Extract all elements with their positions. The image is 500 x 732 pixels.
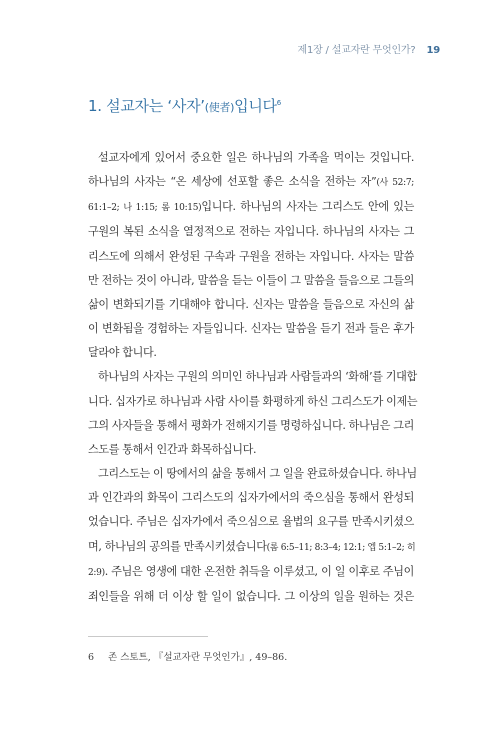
scripture-ref: (사 52:7; (376, 178, 414, 189)
text-line: 과 인간과의 화목이 그리스도의 십자가에서의 죽으심을 통해서 완성되 (88, 491, 414, 505)
text-line: 스도를 통해서 인간과 화목하십니다. (88, 442, 257, 456)
text-line: 그리스도는 이 땅에서의 삶을 통해서 그 일을 완료하셨습니다. 하나님 (98, 467, 417, 481)
text-line: 하나님의 사자는 “온 세상에 선포할 좋은 소식을 전하는 자”(사 52:7; (88, 175, 414, 189)
text-line: 죄인들을 위해 더 이상 할 일이 없습니다. 그 이상의 일을 원하는 것은 (88, 589, 414, 603)
running-header (298, 41, 441, 56)
scripture-ref: 2:9) (88, 567, 105, 578)
section-title-suffix: 입니다 (234, 97, 277, 115)
text-line: 었습니다. 주님은 십자가에서 죽으심으로 율법의 요구를 만족시키셨으 (88, 515, 414, 529)
footnote-text: 존 스토트, 『설교자란 무엇인가』, 49–86. (108, 652, 288, 663)
footnote-divider (88, 636, 208, 637)
paragraph-1 (88, 146, 414, 365)
text-line: 설교자에게 있어서 중요한 일은 하나님의 가족을 먹이는 것입니다. (98, 151, 414, 164)
section-title-prefix: 1. 설교자는 ‘사자’ (88, 97, 205, 115)
section-title-hanja: (使者) (204, 101, 235, 114)
scripture-ref: 61:1–2; 나 1:15; 롬 10:15) (88, 203, 202, 214)
text-line: 구원의 복된 소식을 열정적으로 전하는 자입니다. 하나님의 사자는 그 (88, 225, 414, 239)
chapter-title: 제1장 / 설교자란 무엇인가? (297, 45, 416, 56)
text-line: 61:1–2; 나 1:15; 롬 10:15)입니다. 하나님의 사자는 그리스도 안에 있는 (88, 200, 414, 214)
text-line: 달라야 합니다. (88, 346, 157, 360)
text-line: 이 변화됨을 경험하는 자들입니다. 신자는 말씀을 듣기 전과 들은 후가 (88, 322, 414, 336)
paragraph-2 (88, 365, 418, 462)
body-text (88, 146, 418, 609)
text-line: 하나님의 사자는 구원의 의미인 하나님과 사람들과의 ‘화해’를 기대합 (98, 370, 417, 384)
section-title (88, 95, 281, 116)
footnote (88, 649, 287, 663)
text-line: 그의 사자들을 통해서 평화가 전해지기를 명령하십니다. 하나님은 그리 (88, 418, 415, 432)
text-line: 2:9). 주님은 영생에 대한 온전한 취득을 이루셨고, 이 일 이후로 주님이 (88, 564, 414, 578)
text-line: 삶이 변화되기를 기대해야 합니다. 신자는 말씀을 들음으로 자신의 삶 (88, 297, 414, 311)
page-number: 19 (426, 45, 440, 56)
text-line: 니다. 십자가로 하나님과 사람 사이를 화평하게 하신 그리스도가 이제는 (88, 394, 418, 408)
text-line: 며, 하나님의 공의를 만족시키셨습니다(롬 6:5–11; 8:3–4; 12:1; 엡 5:1–2; 히 (88, 539, 416, 553)
paragraph-3 (88, 462, 417, 609)
text-line: 리스도에 의해서 완성된 구속과 구원을 전하는 자입니다. 사자는 말씀 (88, 249, 414, 263)
footnote-ref: 6 (276, 99, 281, 107)
text-line: 만 전하는 것이 아니라, 말씀을 듣는 이들이 그 말씀을 들음으로 그들의 (88, 273, 414, 287)
footnote-number: 6 (88, 652, 95, 663)
scripture-ref: (롬 6:5–11; 8:3–4; 12:1; 엡 5:1–2; 히 (266, 542, 416, 553)
